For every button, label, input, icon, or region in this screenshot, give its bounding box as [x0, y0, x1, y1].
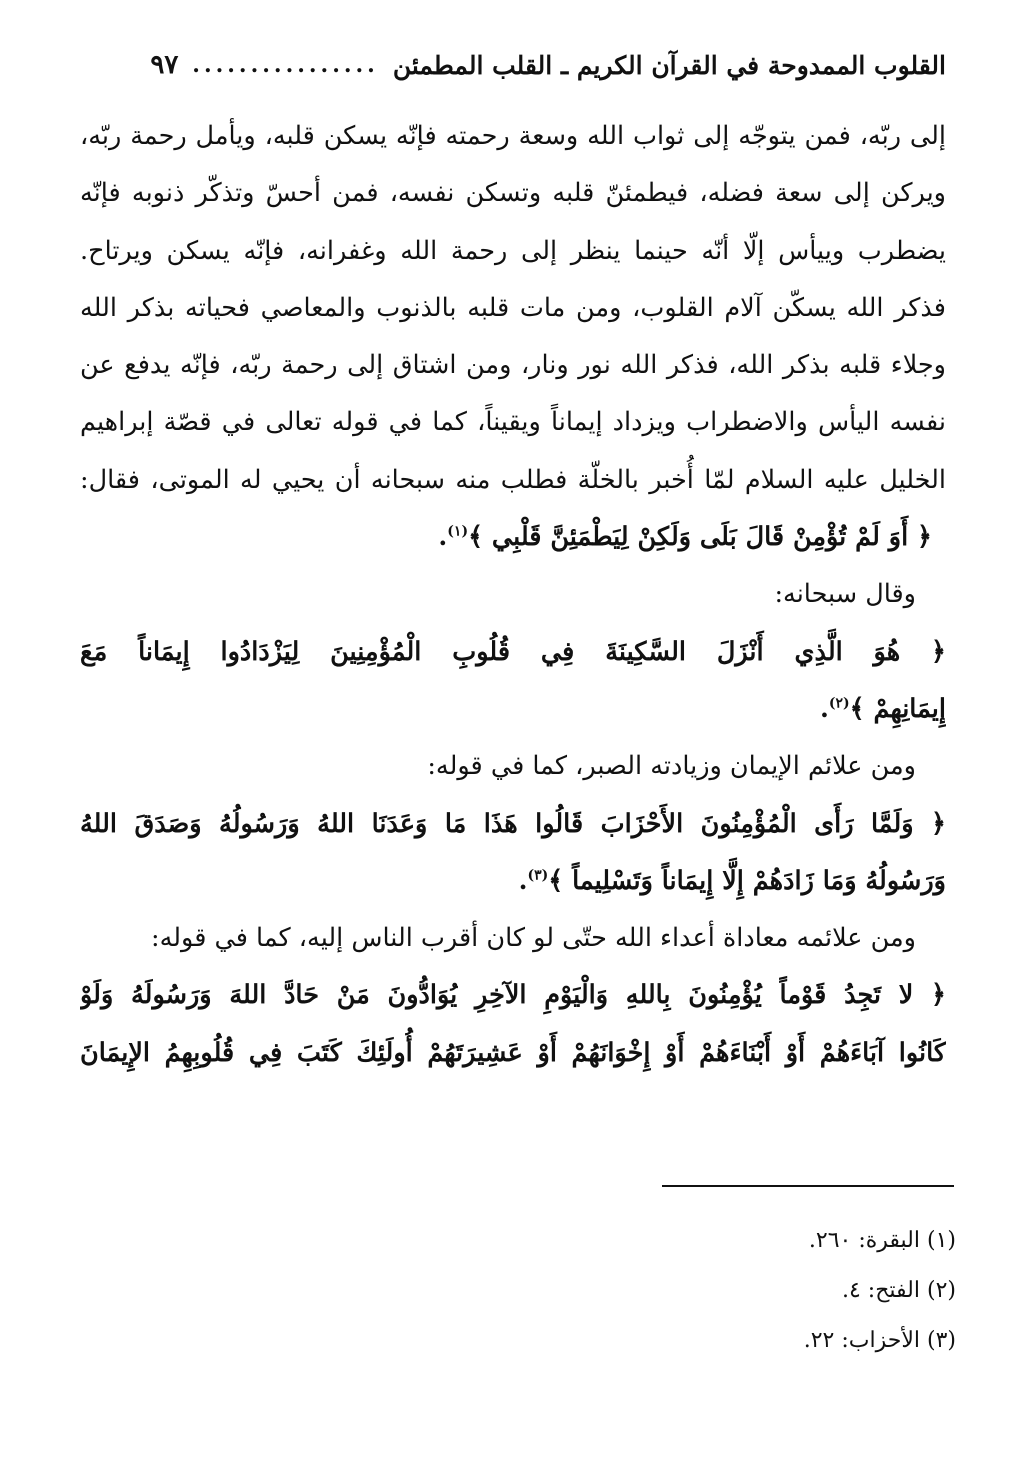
- verse-text: وَرَسُولُهُ وَمَا زَادَهُمْ إِلَّا إِيمَاناً وَتَسْلِيماً ﴾: [548, 865, 946, 896]
- footnotes: [560, 1216, 956, 1366]
- verse-line: ﴿ وَلَمَّا رَأَى الْمُؤْمِنُونَ الأَحْزَابَ قَالُوا هَذَا مَا وَعَدَنَا اللهُ وَرَسُولُهُ وَصَدَقَ اللهُ: [80, 808, 946, 839]
- text-line: ومن علائم الإيمان وزيادته الصبر، كما في قوله:: [427, 751, 916, 782]
- verse-text: إِيمَانِهِمْ ﴾: [849, 693, 946, 724]
- verse-line: [80, 681, 946, 738]
- verse-line: [80, 509, 946, 566]
- period: .: [819, 693, 829, 724]
- verse-text: ﴿ أَوَ لَمْ تُؤْمِنْ قَالَ بَلَى وَلَكِنْ لِيَطْمَئِنَّ قَلْبِي ﴾: [468, 522, 932, 553]
- header-leader-dots: ................: [192, 52, 379, 78]
- footnote: (٣) الأحزاب: ٢٢.: [803, 1328, 956, 1353]
- page-number: ٩٧: [150, 50, 179, 80]
- footnote: (٢) الفتح: ٤.: [841, 1278, 956, 1303]
- footnote-ref: (٣): [527, 867, 549, 884]
- running-header: [80, 40, 946, 90]
- text-line: يضطرب وييأس إلّا أنّه حينما ينظر إلى رحمة الله وغفرانه، فإنّه يسكن ويرتاح.: [80, 235, 946, 266]
- main-text: [80, 108, 946, 1082]
- text-line: وقال سبحانه:: [774, 579, 916, 610]
- text-line: وجلاء قلبه بذكر الله، فذكر الله نور ونار، ومن اشتاق إلى رحمة ربّه، فإنّه يدفع عن: [80, 350, 946, 381]
- text-line: الخليل عليه السلام لمّا أُخبر بالخلّة فطلب منه سبحانه أن يحيي له الموتى، فقال:: [80, 464, 946, 495]
- text-line: ويركن إلى سعة فضله، فيطمئنّ قلبه وتسكن نفسه، فمن أحسّ وتذكّر ذنوبه فإنّه: [80, 178, 946, 209]
- verse-line: ﴿ هُوَ الَّذِي أَنْزَلَ السَّكِينَةَ فِي قُلُوبِ الْمُؤْمِنِينَ لِيَزْدَادُوا إِيمَاناً مَعَ: [80, 636, 946, 667]
- footnote-separator: [662, 1185, 954, 1187]
- text-line: فذكر الله يسكّن آلام القلوب، ومن مات قلبه بالذنوب والمعاصي فحياته بذكر الله: [80, 292, 946, 323]
- verse-line: كَانُوا آبَاءَهُمْ أَوْ أَبْنَاءَهُمْ أَوْ إِخْوَانَهُمْ أَوْ عَشِيرَتَهُمْ أُولَئِكَ كَتَبَ فِي قُلُوبِهِمُ الإِيمَانَ: [80, 1037, 946, 1068]
- period: .: [518, 865, 528, 896]
- text-line: إلى ربّه، فمن يتوجّه إلى ثواب الله وسعة رحمته فإنّه يسكن قلبه، ويأمل رحمة ربّه،: [80, 121, 946, 151]
- verse-line: ﴿ لا تَجِدُ قَوْماً يُؤْمِنُونَ بِاللهِ وَالْيَوْمِ الآخِرِ يُوَادُّونَ مَنْ حَادَّ اللهَ وَرَسُولَهُ وَلَوْ: [80, 980, 946, 1011]
- verse-line: [80, 853, 946, 910]
- footnote-ref: (١): [447, 523, 469, 540]
- period: .: [438, 522, 448, 553]
- text-line: نفسه اليأس والاضطراب ويزداد إيماناً ويقيناً، كما في قوله تعالى في قصّة إبراهيم: [80, 407, 946, 438]
- footnote: (١) البقرة: ٢٦٠.: [808, 1228, 956, 1253]
- footnote-ref: (٢): [828, 695, 850, 712]
- text-line: ومن علائمه معاداة أعداء الله حتّى لو كان أقرب الناس إليه، كما في قوله:: [151, 923, 916, 954]
- header-title: القلوب الممدوحة في القرآن الكريم ـ القلب المطمئن: [392, 50, 946, 80]
